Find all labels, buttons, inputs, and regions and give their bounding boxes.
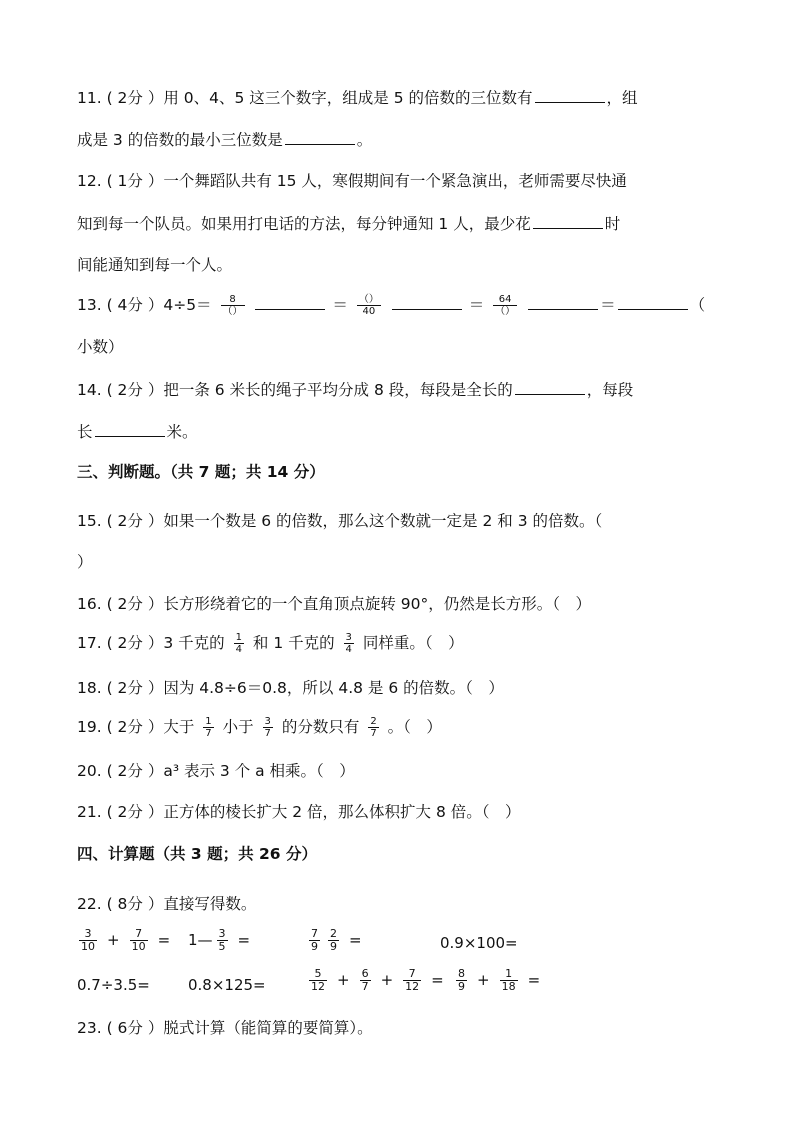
answer-blank[interactable] <box>515 378 585 395</box>
q12-text-b: 知到每一个队员。如果用打电话的方法，每分钟通知 1 人，最少花 <box>77 215 531 233</box>
question-12-line1 <box>77 170 724 192</box>
denominator: 4 <box>235 644 242 655</box>
denominator: 4 <box>345 644 352 655</box>
denominator: 7 <box>264 728 271 739</box>
question-13-line2 <box>77 336 724 358</box>
fraction <box>360 968 371 993</box>
answer-blank[interactable] <box>255 293 325 310</box>
calc-item-7 <box>305 968 450 993</box>
fraction <box>130 928 148 953</box>
denominator: 40 <box>362 306 376 317</box>
calc-item-5: 0.7÷3.5= <box>77 976 150 994</box>
equals-sign: = <box>527 971 541 989</box>
answer-blank[interactable] <box>533 212 603 229</box>
denominator: 12 <box>311 980 325 993</box>
plus-sign: + <box>477 971 490 989</box>
q14-text-a: 14. ( 2分 ）把一条 6 米长的绳子平均分成 8 段，每段是全长的 <box>77 381 513 399</box>
q11-text-a: 11. ( 2分 ）用 0、4、5 这三个数字，组成是 5 的倍数的三位数有 <box>77 89 533 107</box>
denominator: （） <box>222 306 243 317</box>
denominator: 18 <box>501 980 516 993</box>
question-15-line2 <box>77 551 724 573</box>
equals-sign: = <box>237 931 251 949</box>
question-15-line1 <box>77 510 724 532</box>
equals-sign: = <box>157 931 171 949</box>
q14-text-b: ，每段 <box>586 381 634 399</box>
denominator: 5 <box>218 940 226 953</box>
denominator: 9 <box>458 980 465 993</box>
q13-text-a: 13. ( 4分 ）4÷5＝ <box>77 296 212 314</box>
denominator: 12 <box>405 980 420 993</box>
answer-blank[interactable] <box>95 420 165 437</box>
numerator: 3 <box>218 927 226 940</box>
numerator: 8 <box>221 294 245 306</box>
question-23: 23. ( 6分 ）脱式计算（能简算的要简算）。 <box>77 1019 373 1037</box>
q14-text-c: 长 <box>77 423 93 441</box>
question-21: 21. ( 2分 ）正方体的棱长扩大 2 倍，那么体积扩大 8 倍。（ ） <box>77 803 521 821</box>
denominator: 7 <box>205 728 212 739</box>
answer-blank[interactable] <box>535 86 605 103</box>
q11-text-c: 成是 3 的倍数的最小三位数是 <box>77 131 283 149</box>
plus-sign: + <box>107 931 120 949</box>
fraction <box>357 294 381 317</box>
fraction <box>79 928 97 953</box>
denominator: 10 <box>131 940 146 953</box>
numerator: 5 <box>309 968 327 981</box>
equals-sign: ＝ <box>332 296 348 314</box>
q19-text-c: 的分数只有 <box>281 718 360 736</box>
fraction <box>368 716 378 739</box>
calc-text: 1— <box>188 931 213 949</box>
numerator: 64 <box>493 294 517 306</box>
denominator: 9 <box>330 940 337 953</box>
denominator: 10 <box>81 940 95 953</box>
fraction <box>309 928 320 953</box>
q19-text-b: 小于 <box>222 718 254 736</box>
numerator: 1 <box>205 716 212 727</box>
q15-text-b: ） <box>77 553 93 571</box>
numerator: 3 <box>79 928 97 941</box>
fraction <box>456 968 467 993</box>
calc-item-2 <box>188 928 256 953</box>
question-11-line1 <box>77 86 724 109</box>
q15-text-a: 15. ( 2分 ）如果一个数是 6 的倍数，那么这个数就一定是 2 和 3 的倍数。（ <box>77 512 603 530</box>
q17-text-c: 同样重。（ ） <box>362 634 464 652</box>
fraction <box>328 928 339 953</box>
question-14-line1 <box>77 378 724 401</box>
plus-sign: + <box>380 971 394 989</box>
numerator: （） <box>358 294 379 305</box>
denominator: （） <box>495 306 516 317</box>
question-12-line2 <box>77 212 724 235</box>
calc-item-6: 0.8×125= <box>188 976 266 994</box>
question-16: 16. ( 2分 ）长方形绕着它的一个直角顶点旋转 90°，仍然是长方形。（ ） <box>77 595 591 613</box>
denominator: 7 <box>361 980 369 993</box>
question-14-line2 <box>77 420 724 443</box>
fraction <box>500 968 518 993</box>
q12-text-d: 间能通知到每一个人。 <box>77 256 233 274</box>
q17-text-a: 17. ( 2分 ）3 千克的 <box>77 634 225 652</box>
question-22: 22. ( 8分 ）直接写得数。 <box>77 895 257 913</box>
question-19 <box>77 716 724 739</box>
fraction <box>344 632 354 655</box>
q14-text-d: 米。 <box>166 423 198 441</box>
equals-sign: = <box>431 971 444 989</box>
calc-item-3 <box>305 928 368 953</box>
q17-text-b: 和 1 千克的 <box>252 634 335 652</box>
fraction <box>263 716 273 739</box>
question-18: 18. ( 2分 ）因为 4.8÷6＝0.8，所以 4.8 是 6 的倍数。（ ） <box>77 679 504 697</box>
fraction <box>309 968 327 993</box>
q12-text-a: 12. ( 1分 ）一个舞蹈队共有 15 人，寒假期间有一个紧急演出，老师需要尽快通 <box>77 172 627 190</box>
q11-text-d: 。 <box>356 131 373 149</box>
equals-sign: = <box>349 931 362 949</box>
fraction <box>217 928 228 953</box>
question-12-line3 <box>77 254 724 276</box>
numerator: 7 <box>311 927 318 940</box>
question-11-line2 <box>77 128 724 151</box>
numerator: 1 <box>500 968 518 981</box>
answer-blank[interactable] <box>618 293 688 310</box>
denominator: 9 <box>311 940 318 953</box>
answer-blank[interactable] <box>392 293 462 310</box>
answer-blank[interactable] <box>528 293 598 310</box>
numerator: 7 <box>130 928 148 941</box>
numerator: 2 <box>370 716 377 727</box>
numerator: 7 <box>403 968 421 981</box>
fraction <box>403 968 421 993</box>
fraction <box>493 294 517 317</box>
calc-item-4: 0.9×100= <box>440 934 518 952</box>
calc-item-1 <box>75 928 176 953</box>
calc-item-8 <box>452 968 546 993</box>
numerator: 1 <box>235 632 242 643</box>
question-13-line1 <box>77 293 724 317</box>
q12-text-c: 时 <box>604 215 621 233</box>
q11-text-b: ，组 <box>606 89 638 107</box>
fraction <box>203 716 213 739</box>
numerator: 3 <box>264 716 271 727</box>
answer-blank[interactable] <box>285 128 355 145</box>
q13-tail: （ <box>689 296 706 314</box>
equals-sign: ＝ <box>600 296 616 314</box>
numerator: 3 <box>345 632 352 643</box>
numerator: 6 <box>361 967 369 980</box>
plus-sign: + <box>337 971 350 989</box>
numerator: 2 <box>330 927 337 940</box>
equals-sign: ＝ <box>468 296 485 314</box>
section-3-heading: 三、判断题。（共 7 题；共 14 分） <box>77 463 325 481</box>
q13-text-b: 小数） <box>77 338 124 356</box>
q19-text-d: 。（ ） <box>387 718 442 736</box>
fraction <box>221 294 245 317</box>
question-20: 20. ( 2分 ）a³ 表示 3 个 a 相乘。（ ） <box>77 762 355 780</box>
fraction <box>234 632 244 655</box>
question-17 <box>77 632 724 655</box>
section-4-heading: 四、计算题（共 3 题；共 26 分） <box>77 845 317 863</box>
numerator: 8 <box>458 967 465 980</box>
q19-text-a: 19. ( 2分 ）大于 <box>77 718 195 736</box>
denominator: 7 <box>370 728 377 739</box>
